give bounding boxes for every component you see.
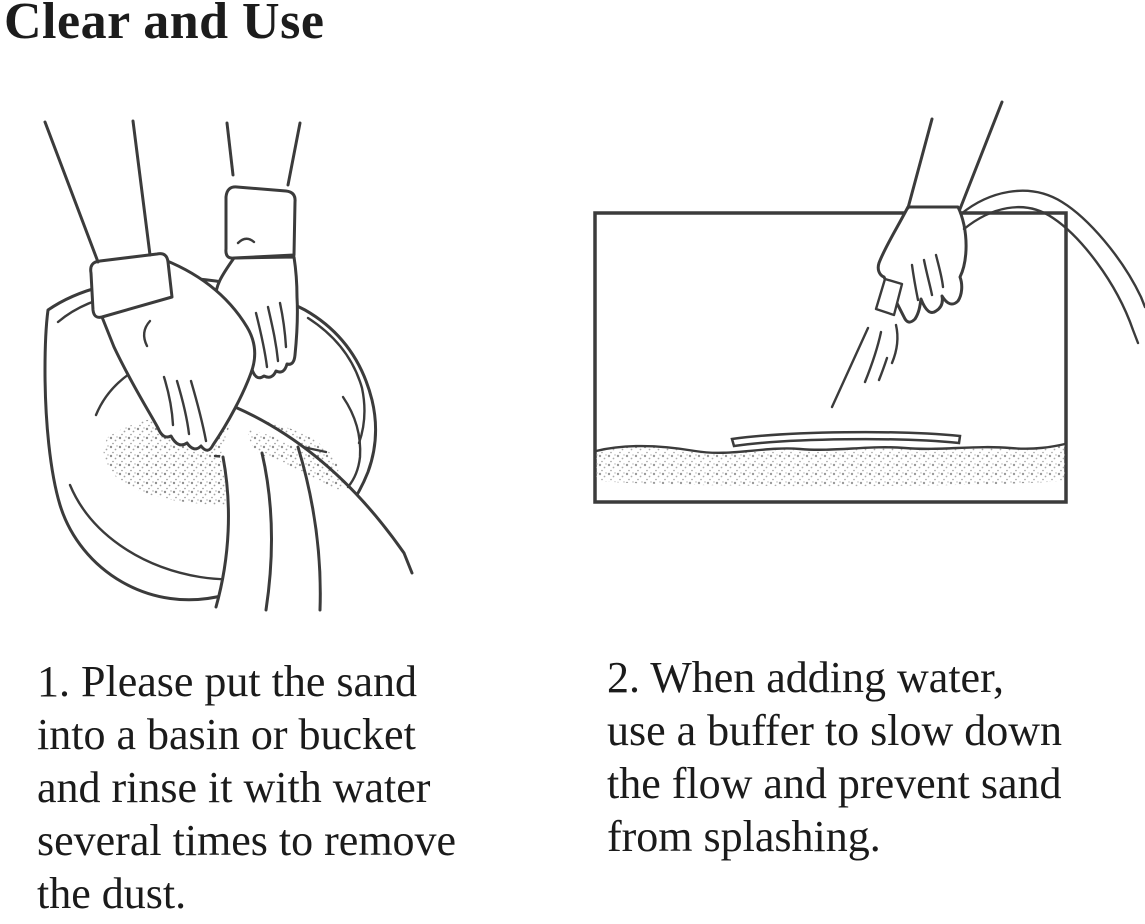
hose-nozzle — [876, 279, 902, 315]
caption-line: 1. Please put the sand — [37, 657, 418, 706]
page-title: Clear and Use — [4, 0, 325, 50]
right-arm-line — [227, 123, 233, 175]
caption-line: into a basin or bucket — [37, 710, 416, 759]
water-spray — [832, 325, 897, 407]
right-arm-line — [288, 123, 300, 185]
left-arm-line — [45, 122, 98, 262]
spray-line — [879, 358, 887, 380]
caption-line: use a buffer to slow down — [607, 706, 1062, 755]
spray-line — [832, 328, 868, 407]
step-2-caption — [607, 651, 1062, 863]
arm-line — [908, 119, 932, 208]
arm-line — [960, 102, 1002, 209]
rim-through-pour — [343, 397, 360, 487]
caption-line: the dust. — [37, 869, 187, 918]
buffer-plate — [732, 432, 960, 446]
add-water-illustration — [580, 85, 1145, 525]
left-arm-line — [133, 121, 150, 255]
rinse-sand-illustration — [10, 85, 460, 620]
spray-line — [892, 325, 897, 363]
caption-line: and rinse it with water — [37, 763, 431, 812]
hose-upper-line — [961, 191, 1145, 307]
step-1-caption — [37, 655, 456, 920]
caption-line: the flow and prevent sand — [607, 759, 1062, 808]
right-glove-cuff — [226, 187, 295, 258]
hose-lower-line — [964, 207, 1138, 343]
caption-line: several times to remove — [37, 816, 457, 865]
water-pour — [215, 397, 412, 617]
caption-line: from splashing. — [607, 812, 881, 861]
spray-line — [865, 332, 881, 382]
caption-line: 2. When adding water, — [607, 653, 1004, 702]
sand-bed — [596, 444, 1065, 486]
